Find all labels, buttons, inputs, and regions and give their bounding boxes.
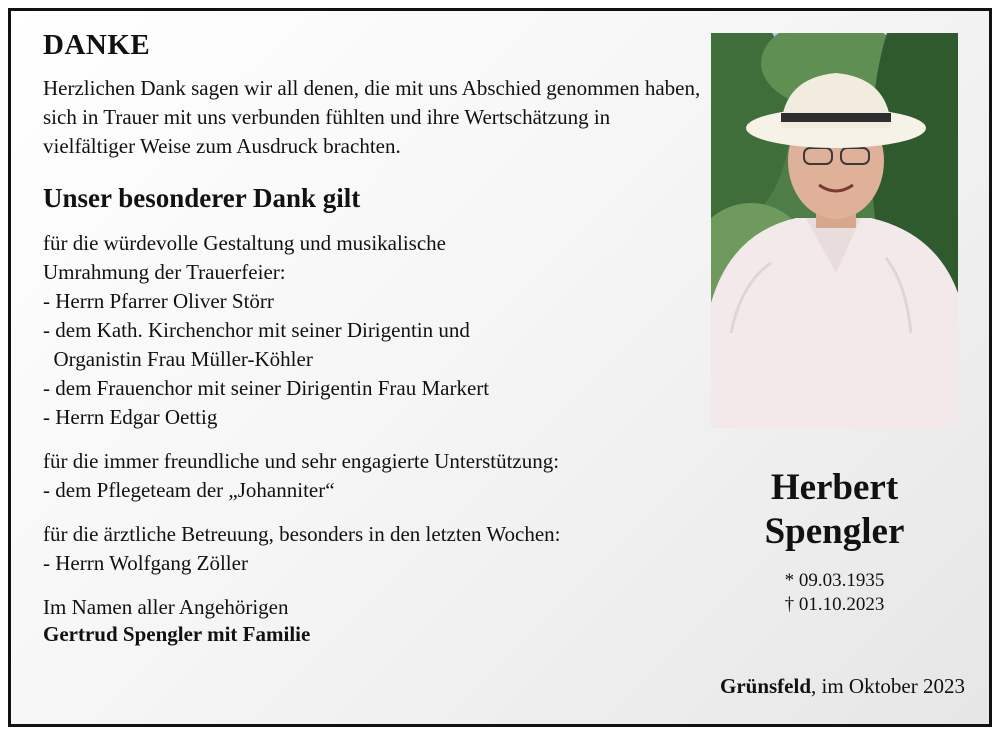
section-intro-line: für die ärztliche Betreuung, besonders in den letzten Wochen: xyxy=(43,522,561,546)
subtitle: Unser besonderer Dank gilt xyxy=(43,183,361,213)
last-name: Spengler xyxy=(764,511,905,552)
thanks-list-item: - dem Pflegeteam der „Johanniter“ xyxy=(43,478,335,502)
closing-line: Im Namen aller Angehörigen xyxy=(43,595,289,619)
section-intro-line: für die immer freundliche und sehr engagierte Unterstützung: xyxy=(43,449,560,473)
section-intro-line: Umrahmung der Trauerfeier: xyxy=(43,260,286,284)
signature: Gertrud Spengler mit Familie xyxy=(43,622,311,646)
obituary-frame xyxy=(8,8,992,727)
closing-block xyxy=(43,594,703,648)
thanks-section-care xyxy=(43,447,703,505)
birth-date: * 09.03.1935 xyxy=(784,570,885,591)
thanks-list-item: Organistin Frau Müller-Köhler xyxy=(43,347,313,371)
month-year: , im Oktober 2023 xyxy=(811,674,965,698)
thanks-list-item: - dem Kath. Kirchenchor mit seiner Dirigentin und xyxy=(43,318,470,342)
town: Grünsfeld xyxy=(720,674,812,698)
death-date: † 01.10.2023 xyxy=(784,594,885,615)
thanks-list xyxy=(43,476,703,505)
title: DANKE xyxy=(43,29,151,61)
thanks-list xyxy=(43,549,703,578)
thanks-section-ceremony xyxy=(43,229,703,432)
thanks-list-item: - Herrn Edgar Oettig xyxy=(43,405,218,429)
portrait-photo xyxy=(711,33,958,428)
thanks-list-item: - dem Frauenchor mit seiner Dirigentin Frau Markert xyxy=(43,376,490,400)
intro-paragraph: Herzlichen Dank sagen wir all denen, die mit uns Abschied genommen haben, sich in Trauer mit uns verbunden fühlten und ihre Wertschätzung in vielfältiger Weise zum Ausdruck brachten. xyxy=(43,76,701,158)
thanks-list-item: - Herrn Pfarrer Oliver Störr xyxy=(43,289,274,313)
thanks-list xyxy=(43,287,703,432)
place-and-date xyxy=(720,674,965,699)
life-dates xyxy=(711,569,958,617)
deceased-name xyxy=(711,466,958,554)
thanks-section-medical xyxy=(43,520,703,578)
section-intro-line: für die würdevolle Gestaltung und musikalische xyxy=(43,231,446,255)
thanks-list-item: - Herrn Wolfgang Zöller xyxy=(43,551,248,575)
first-name: Herbert xyxy=(770,467,899,508)
thanks-text-column xyxy=(43,29,703,648)
